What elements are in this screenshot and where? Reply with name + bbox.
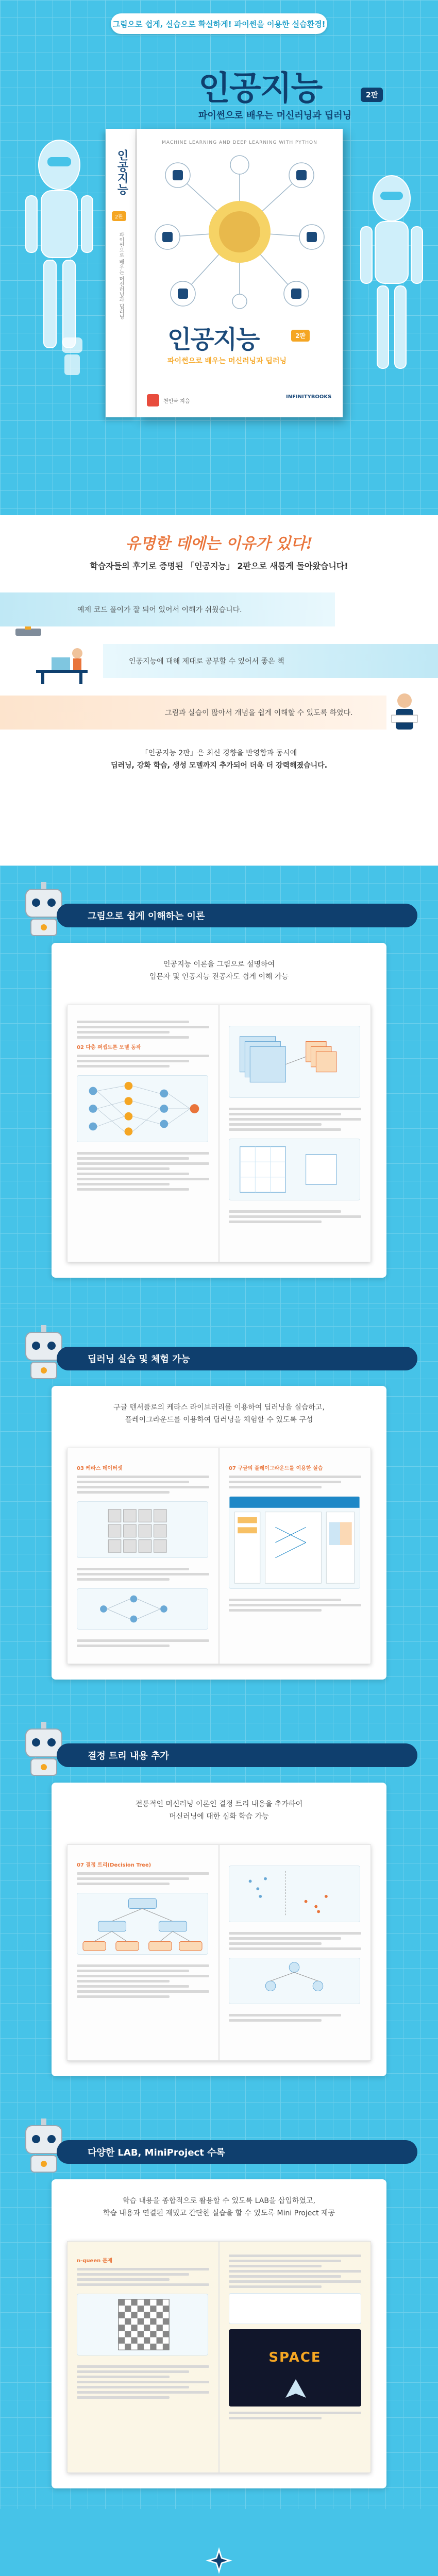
section-card: [52, 1386, 386, 1680]
review-bar-3: 그림과 실습이 많아서 개념을 쉽게 이해할 수 있도록 하였다.: [0, 696, 386, 730]
desc-line-2: 플레이그라운드를 이용하여 딥러닝을 체험할 수 있도록 구성: [125, 1416, 313, 1424]
publisher-badge-icon: [147, 394, 159, 406]
convolution-figure: [229, 1026, 360, 1098]
intro-closing-line-2: 딥러닝, 강화 학습, 생성 모델까지 추가되어 더욱 더 강력해졌습니다.: [110, 761, 328, 770]
section-description: [52, 1783, 386, 1823]
desc-line-1: 학습 내용을 종합적으로 활용할 수 있도록 LAB을 삽입하였고,: [123, 2197, 315, 2205]
small-robot-icon: [57, 335, 88, 381]
book-spread: [67, 2241, 371, 2473]
page-section-title: 02 다층 퍼셉트론 모델 동작: [77, 1045, 141, 1050]
desc-line-1: 구글 텐서플로의 케라스 라이브러리를 이용하여 딥러닝을 실습하고,: [113, 1403, 325, 1412]
book-spread: [67, 1005, 371, 1262]
section-description: [52, 1386, 386, 1426]
cover-publisher-logo: INFINITYBOOKS: [286, 394, 332, 400]
review-bar-2: 인공지능에 대해 제대로 공부할 수 있어서 좋은 책: [103, 644, 438, 678]
section-description: [52, 2179, 386, 2219]
dataset-figure: [77, 1501, 208, 1558]
chessboard-figure: [77, 2294, 208, 2355]
intro-section: [0, 515, 438, 866]
section-card: [52, 1783, 386, 2076]
intro-lead: 학습자들의 후기로 증명된 「인공지능」 2판으로 새롭게 돌아왔습니다!: [90, 561, 348, 571]
desc-line-2: 머신러닝에 대한 심화 학습 가능: [169, 1812, 269, 1821]
hero-title: 인공지능: [198, 70, 322, 108]
spaceship-icon: [283, 2378, 309, 2399]
intro-closing: [0, 747, 438, 772]
book-spread: [67, 1844, 371, 2061]
cover-subtitle: 파이썬으로 배우는 머신러닝과 딥러닝: [167, 357, 287, 365]
desc-line-2: 학습 내용과 연결된 재밌고 간단한 실습을 할 수 있도록 Mini Project 제공: [103, 2209, 335, 2217]
playground-screenshot: [229, 1496, 360, 1589]
cover-volume: 2판: [291, 330, 310, 342]
section-heading: 다양한 LAB, MiniProject 수록: [57, 2140, 417, 2164]
intro-closing-line-1: 「인공지능 2판」은 최신 경향을 반영함과 동시에: [141, 749, 297, 757]
section-card: [52, 2179, 386, 2488]
scatter-figure: [229, 1866, 360, 1922]
section-lab-miniproject: [0, 2102, 438, 2509]
section-decision-tree: [0, 1705, 438, 2102]
code-block: [229, 2293, 361, 2324]
book-cover: [137, 129, 343, 417]
intro-script-title: 유명한 데에는 이유가 있다!: [125, 535, 313, 553]
hero-subtitle: 파이썬으로 배우는 머신러닝과 딥러닝: [198, 110, 352, 121]
cover-heading: MACHINE LEARNING AND DEEP LEARNING WITH PYTHON: [162, 140, 317, 145]
network-figure-small: [77, 1588, 208, 1630]
page-section-title: n-queen 문제: [77, 2258, 113, 2264]
robot-illustration-right: [356, 170, 428, 407]
spine-subtitle: 파이썬으로 배우는 머신러닝과 딥러닝: [118, 232, 124, 319]
review-bar-1: 예제 코드 풀이가 잘 되어 있어서 이해가 쉬웠습니다.: [0, 592, 335, 626]
section-heading: 그림으로 쉽게 이해하는 이론: [57, 904, 417, 927]
tree-figure-small: [229, 1958, 360, 2004]
desc-line-1: 인공지능 이론을 그림으로 설명하여: [163, 960, 275, 969]
cover-title: 인공지능: [167, 325, 259, 354]
desc-line-2: 입문자 및 인공지능 전공자도 쉽게 이해 가능: [149, 973, 289, 981]
page-left: [67, 1448, 219, 1664]
page-section-title: 07 결정 트리(Decision Tree): [77, 1862, 151, 1868]
cover-author: 천인국 지음: [163, 399, 190, 404]
spine-title: 인공지능: [115, 149, 128, 195]
book-spread: [67, 1448, 371, 1664]
page-right: [219, 1844, 371, 2061]
desc-line-1: 전통적인 머신러닝 이론인 결정 트리 내용을 추가하여: [135, 1800, 303, 1808]
page-section-title: 03 케라스 데이터셋: [77, 1466, 123, 1471]
cover-illustration: [147, 155, 332, 309]
page-left: [67, 2241, 219, 2473]
hero-banner: 그림으로 쉽게, 실습으로 확실하게! 파이썬을 이용한 실습환경!: [111, 13, 327, 34]
section-card: [52, 943, 386, 1278]
page-section-title: 07 구글의 플레이그라운드를 이용한 실습: [229, 1466, 323, 1471]
section-heading: 딥러닝 실습 및 체험 가능: [57, 1347, 417, 1370]
page-left: [67, 1844, 219, 2061]
desk-person-illustration: [31, 639, 93, 685]
infinitybooks-logo-icon: [204, 2545, 234, 2576]
page-right: [219, 1448, 371, 1664]
reader-illustration: [381, 690, 428, 737]
space-game-screenshot: [229, 2329, 361, 2406]
hero-section: [0, 0, 438, 515]
neural-network-figure: [77, 1075, 208, 1142]
footer-section: [0, 2509, 438, 2576]
hero-volume-badge: 2판: [361, 88, 383, 102]
game-title: SPACE: [268, 2350, 322, 2365]
decision-tree-figure: [77, 1893, 208, 1955]
page-right: [219, 2241, 371, 2473]
section-theory: [0, 866, 438, 1309]
section-heading: 결정 트리 내용 추가: [57, 1743, 417, 1767]
page-left: [67, 1005, 219, 1262]
section-deep-learning: [0, 1309, 438, 1705]
page-right: [219, 1005, 371, 1262]
book-spine: [106, 129, 137, 417]
spine-volume: 2판: [112, 211, 126, 221]
section-description: [52, 943, 386, 983]
grid-figure: [229, 1139, 360, 1200]
